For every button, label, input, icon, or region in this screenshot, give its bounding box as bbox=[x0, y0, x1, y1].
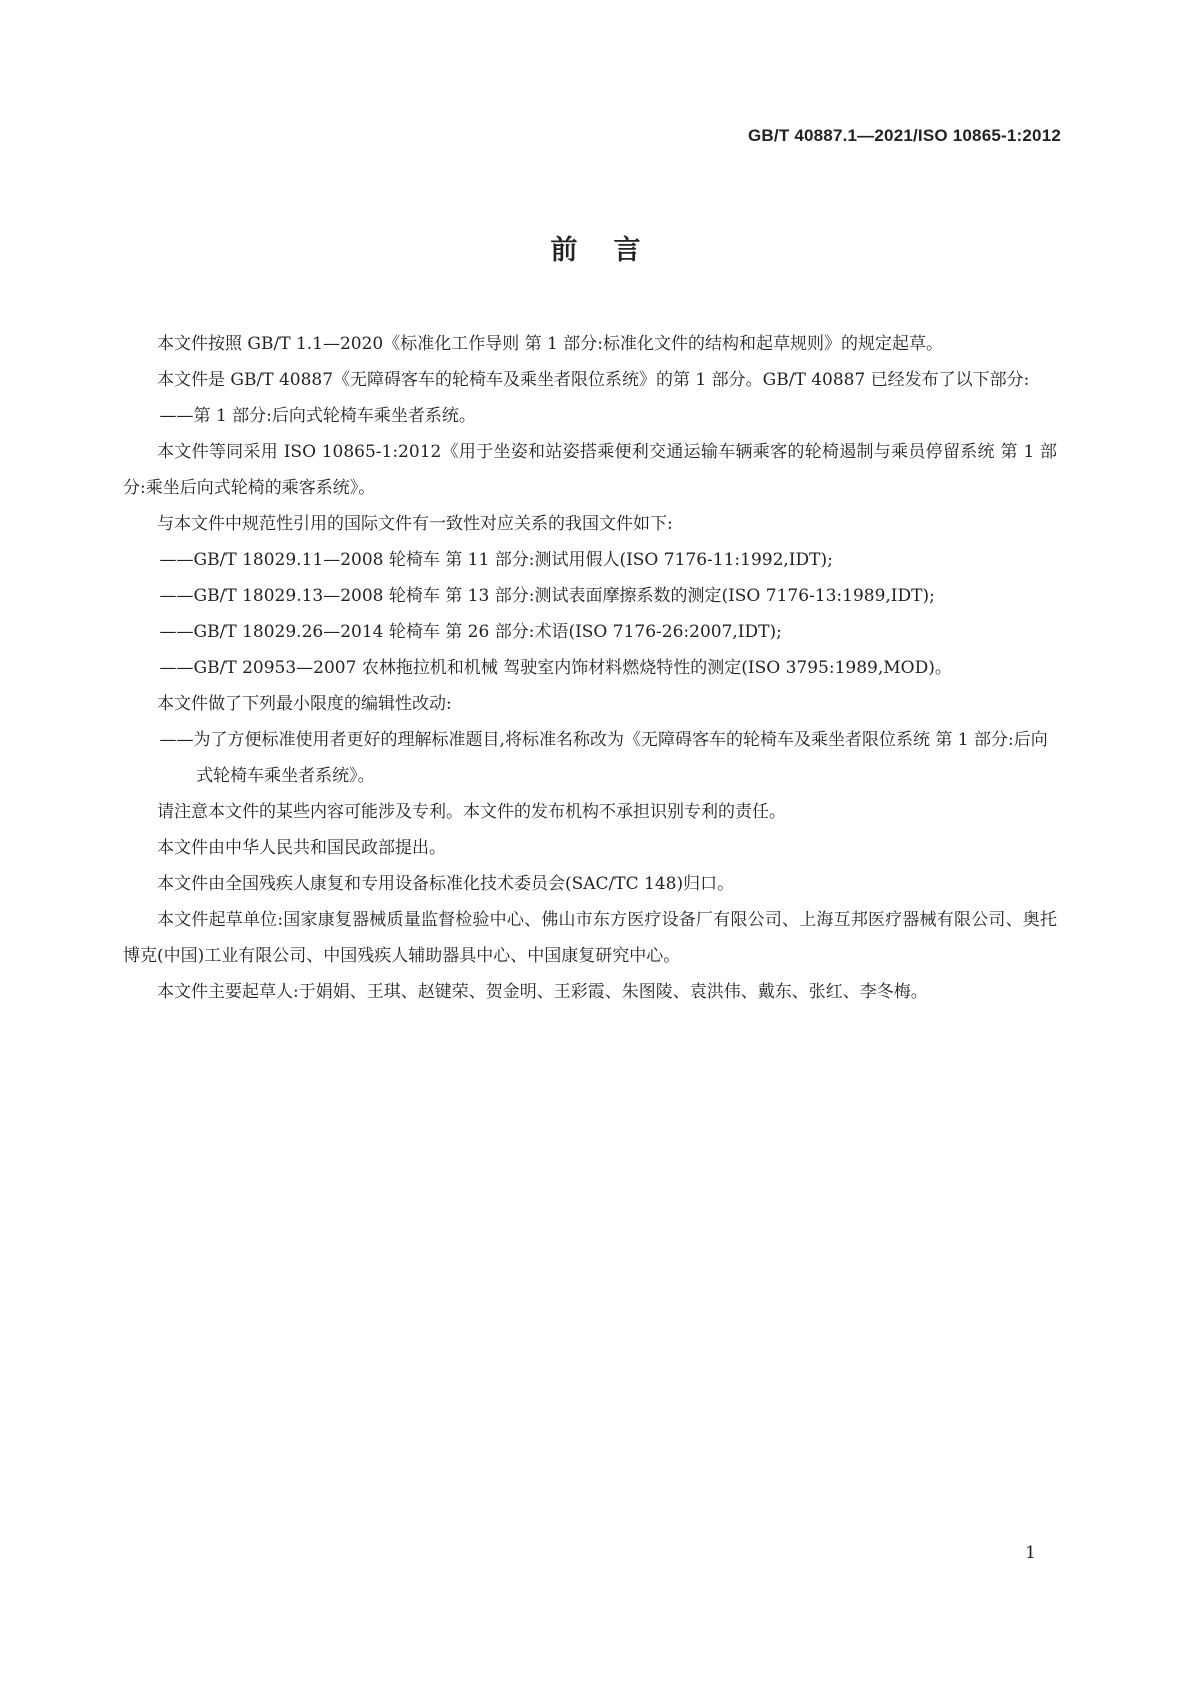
paragraph-iso-adoption: 本文件等同采用 ISO 10865-1:2012《用于坐姿和站姿搭乘便利交通运输车辆乘客的轮椅遏制与乘员停留系统 第 1 部分:乘坐后向式轮椅的乘客系统》。 bbox=[123, 442, 1057, 498]
paragraph-drafting-units: 本文件起草单位:国家康复器械质量监督检验中心、佛山市东方医疗设备厂有限公司、上海互邦医疗器械有限公司、奥托博克(中国)工业有限公司、中国残疾人辅助器具中心、中国康复研究中心。 bbox=[123, 910, 1057, 966]
paragraph-proposer: 本文件由中华人民共和国民政部提出。 bbox=[157, 838, 446, 858]
foreword-body bbox=[123, 326, 1057, 1010]
list-item-part-1: ——第 1 部分:后向式轮椅车乘坐者系统。 bbox=[159, 406, 476, 426]
paragraph-drafting-rules: 本文件按照 GB/T 1.1—2020《标准化工作导则 第 1 部分:标准化文件的结构和起草规则》的规定起草。 bbox=[157, 334, 943, 354]
list-item-gbt-18029-13: ——GB/T 18029.13—2008 轮椅车 第 13 部分:测试表面摩擦系数的测定(ISO 7176-13:1989,IDT); bbox=[159, 586, 935, 606]
paragraph-series-info: 本文件是 GB/T 40887《无障碍客车的轮椅车及乘坐者限位系统》的第 1 部分。GB/T 40887 已经发布了以下部分: bbox=[157, 370, 1030, 390]
list-item-gbt-18029-11: ——GB/T 18029.11—2008 轮椅车 第 11 部分:测试用假人(ISO 7176-11:1992,IDT); bbox=[159, 550, 833, 570]
paragraph-committee: 本文件由全国残疾人康复和专用设备标准化技术委员会(SAC/TC 148)归口。 bbox=[157, 874, 735, 894]
paragraph-drafters: 本文件主要起草人:于娟娟、王琪、赵键荣、贺金明、王彩霞、朱图陵、袁洪伟、戴东、张红、李冬梅。 bbox=[157, 982, 928, 1002]
paragraph-patent-notice: 请注意本文件的某些内容可能涉及专利。本文件的发布机构不承担识别专利的责任。 bbox=[157, 802, 786, 822]
standard-code-header: GB/T 40887.1—2021/ISO 10865-1:2012 bbox=[748, 126, 1061, 145]
page-number: 1 bbox=[1025, 1543, 1036, 1563]
paragraph-editorial-changes: 本文件做了下列最小限度的编辑性改动: bbox=[157, 694, 452, 714]
list-item-gbt-20953: ——GB/T 20953—2007 农林拖拉机和机械 驾驶室内饰材料燃烧特性的测定(ISO 3795:1989,MOD)。 bbox=[159, 658, 952, 678]
list-item-gbt-18029-26: ——GB/T 18029.26—2014 轮椅车 第 26 部分:术语(ISO 7176-26:2007,IDT); bbox=[159, 622, 782, 642]
page-title: 前言 bbox=[550, 235, 677, 266]
paragraph-corresponding-docs: 与本文件中规范性引用的国际文件有一致性对应关系的我国文件如下: bbox=[157, 514, 673, 534]
list-item-title-change: ——为了方便标准使用者更好的理解标准题目,将标准名称改为《无障碍客车的轮椅车及乘坐者限位系统 第 1 部分:后向式轮椅车乘坐者系统》。 bbox=[159, 730, 1048, 786]
